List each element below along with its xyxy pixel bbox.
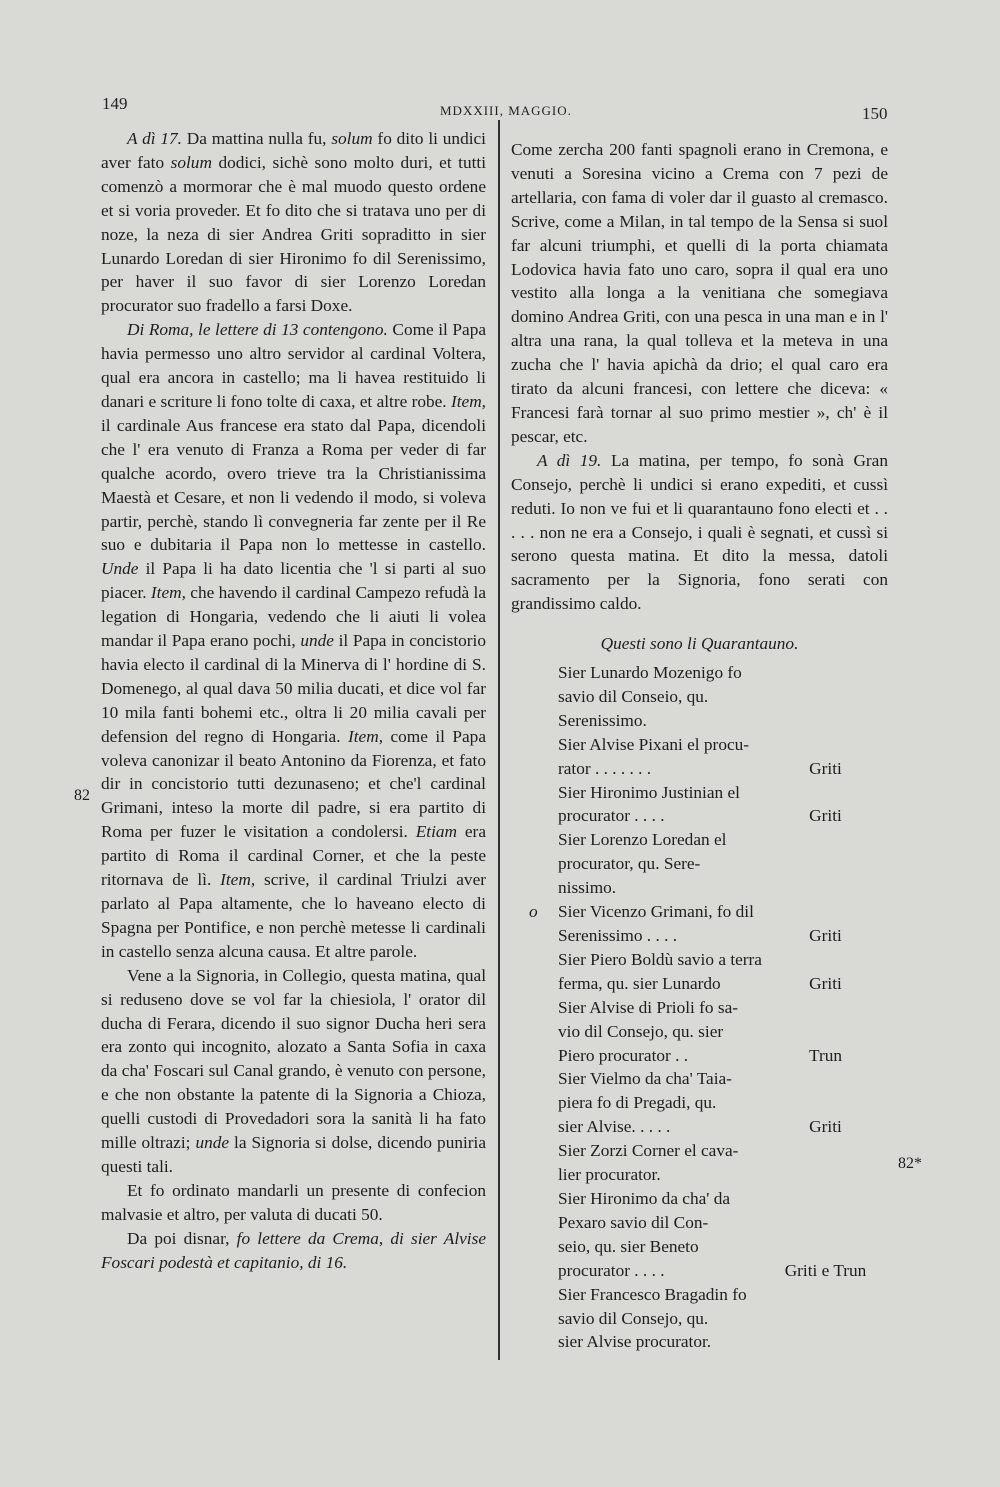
paragraph [101, 1179, 486, 1227]
member-vote: Griti [809, 758, 842, 778]
member-name: savio dil Consejo, qu. [558, 1308, 709, 1328]
italic-run: solum [170, 152, 212, 172]
member-line [558, 685, 888, 709]
member-name: Sier Vicenzo Grimani, fo dil [558, 902, 754, 922]
member-line [558, 709, 888, 733]
member-vote: Griti [809, 806, 842, 826]
member-name: lier procurator. [558, 1165, 661, 1185]
member-line [558, 852, 888, 876]
member-name: seio, qu. sier Beneto [558, 1236, 699, 1256]
member-entry [558, 1187, 888, 1283]
italic-run: Di Roma, le lettere di 13 contengono. [127, 320, 388, 340]
member-line [558, 1020, 888, 1044]
member-entry [558, 996, 888, 1068]
member-name: Serenissimo. [558, 710, 647, 730]
member-line [558, 733, 888, 757]
member-line [529, 900, 888, 924]
member-entry [529, 900, 888, 948]
italic-run: Item, [150, 583, 186, 603]
member-line [558, 757, 888, 781]
text-run: Come zercha 200 fanti spagnoli erano in Cremona, e venuti a Soresina vicino a Crema con 7 pezi de artellaria, con fama di voler dar il guasto al cremasco. Scrive, come a Milan, in tal tempo de la Sensa si suol far alcuni triumphi, et quelli di la porta chiamata Lodovica havia fato uno caro, sopra il qual era uno vestito alla longa a la venitiana che somegiava domino Andrea Griti, con una pesca in una man e in l' altra una rana, la qual tolleva et la meteva in una zucha che l' havia apichà da drio; el qual caro era tirato da alcuni francesi, con lettere che diceva: « Francesi farà tornar al suo primo mestier », ch' è il pescar, etc. [511, 140, 888, 446]
member-vote: Griti [809, 926, 842, 945]
italic-run: unde [300, 631, 334, 651]
member-vote: Griti [809, 1117, 842, 1137]
italic-run: fo lettere da Crema, di sier Alvise Foscari podestà et capitanio, di 16. [101, 1228, 486, 1272]
page-number-right: 150 [862, 104, 888, 123]
italic-run: A dì 19. [537, 450, 602, 470]
member-name: Sier Alvise Pixani el procu- [558, 734, 750, 754]
running-head: MDXXIII, MAGGIO. [440, 103, 572, 118]
text-run: Vene a la Signoria, in Collegio, questa matina, qual si reduseno dove se vol far la chiesiola, l' orator dil ducha di Ferara, dicendo il suo signor Ducha heri sera era zonto qui incognito, alozato a Santa Sofia in caxa da cha' Foscari sul Canal grando, è venuto con persone, e che non obstante la patente di la Signoria a Chioza, quelli custodi di Provedadori sora la sanità li ha fato mille oltrazi; [101, 965, 486, 1153]
paragraph [511, 449, 888, 616]
member-name: Sier Zorzi Corner el cava- [558, 1141, 739, 1161]
left-column [101, 127, 486, 1275]
page-number-left: 149 [102, 94, 128, 113]
member-line [558, 1044, 888, 1068]
italic-run: Item, [450, 391, 486, 411]
member-line [558, 1091, 888, 1115]
member-entry [558, 1139, 888, 1187]
member-entry [558, 948, 888, 996]
text-run: il Papa in concistorio havia electo il cardinal di la Minerva di l' hordine di S. Domenego, al qual dava 50 milia ducati, et dice vol far 10 mila fanti bohemi etc., oltra li 20 milia cavali per defension del regno di Hongaria. [101, 631, 486, 746]
member-entry [558, 733, 888, 781]
member-name: piera fo di Pregadi, qu. [558, 1093, 717, 1113]
member-name: Sier Piero Boldù savio a terra [558, 949, 762, 969]
member-vote: Trun [809, 1045, 842, 1065]
margin-mark: o [529, 902, 538, 922]
member-name: sier Alvise. . . . . [558, 1117, 671, 1137]
text-run: il Papa li ha dato licentia che 'l si parti al suo piacer. [101, 559, 486, 603]
member-line [558, 1139, 888, 1163]
member-name: Piero procurator . . [558, 1045, 689, 1065]
member-line [558, 828, 888, 852]
member-name: sier Alvise procurator. [558, 1332, 712, 1352]
member-name: savio dil Conseio, qu. [558, 686, 709, 706]
member-line [558, 924, 888, 948]
text-run: il cardinale Aus francese era stato dal Papa, dicendoli che l' era venuto di Franza a Roma per veder di far qualche acordo, overo trieve tra la Christianissima Maestà et Cesare, et non li vedendo il modo, si voleva partir, perchè, stando lì convegneria far zente per il Re suo e dubitaria il Papa non lo mettesse in castello. [101, 415, 486, 555]
text-run: che havendo il cardinal Campezo refudà la legation di Hongaria, vedendo che li aiuti li volea mandar il Papa erano pochi, [101, 583, 486, 651]
member-line [558, 1307, 888, 1331]
member-vote: Griti [809, 973, 842, 993]
member-line [558, 1067, 888, 1091]
member-line [558, 1235, 888, 1259]
member-name: vio dil Consejo, qu. sier [558, 1021, 724, 1041]
member-name: rator . . . . . . . [558, 758, 652, 778]
member-name: Sier Hironimo da cha' da [558, 1188, 731, 1208]
column-divider [498, 120, 500, 1360]
member-line [558, 1187, 888, 1211]
member-line [558, 804, 888, 828]
text-run: Da poi disnar, [127, 1228, 237, 1248]
member-name: procurator, qu. Sere- [558, 854, 701, 874]
member-name: procurator . . . . [558, 1260, 665, 1280]
paragraph [511, 138, 888, 449]
margin-number-left: 82 [74, 787, 90, 804]
text-run: era partito di Roma il cardinal Corner, et che la peste ritornava de lì. [101, 822, 486, 890]
member-line [558, 996, 888, 1020]
member-name: Sier Vielmo da cha' Taia- [558, 1069, 732, 1089]
member-name: Sier Alvise di Prioli fo sa- [558, 997, 739, 1017]
italic-run: solum [331, 129, 373, 148]
paragraph [101, 1227, 486, 1275]
member-name: ferma, qu. sier Lunardo [558, 973, 721, 993]
member-name: procurator . . . . [558, 806, 665, 826]
margin-number-right: 82* [898, 1155, 922, 1172]
member-name: Sier Lorenzo Loredan el [558, 830, 727, 850]
member-line [558, 1330, 888, 1354]
member-line [558, 1259, 888, 1283]
italic-run: Item, [347, 726, 384, 746]
text-run: scrive, il cardinal Triulzi aver parlato al Papa altamente, che lo haveano electo di Spagna per Pontifice, e non perchè metesse li cardinali in castello senza alcuna causa. Et altre parole. [101, 870, 487, 961]
section-heading: Questi sono li Quarantauno. [600, 634, 799, 654]
member-line [558, 781, 888, 805]
member-line [558, 948, 888, 972]
member-entry [558, 828, 888, 900]
member-name: nissimo. [558, 878, 617, 898]
member-name: Pexaro savio dil Con- [558, 1212, 709, 1232]
paragraph [101, 127, 486, 318]
member-name: Serenissimo . . . . [558, 926, 678, 945]
member-list [529, 661, 888, 1354]
member-line [558, 1283, 888, 1307]
member-line [558, 972, 888, 996]
member-entry [558, 1283, 888, 1355]
italic-run: Unde [101, 559, 139, 579]
member-entry [558, 661, 888, 733]
text-run: fo dito li undici aver fato [101, 129, 486, 172]
member-name: Sier Hironimo Justinian el [558, 782, 740, 802]
text-run: Et fo ordinato mandarli un presente di confecion malvasie et altro, per valuta di ducati 50. [101, 1180, 486, 1224]
member-name: Sier Lunardo Mozenigo fo [558, 663, 742, 683]
text-run: La matina, per tempo, fo sonà Gran Consejo, perchè li undici si erano expediti, et cussì reduti. Io non ve fui et li quarantauno fono electi et . . . . . non ne era a Consejo, i quali è segnati, et cussì si serono questa matina. Et dito la messa, datoli sacramento per la Signoria, fono serati con grandissimo caldo. [511, 450, 888, 614]
italic-run: Item, [220, 870, 256, 890]
member-line [558, 1163, 888, 1187]
member-line [558, 661, 888, 685]
member-vote: Griti e Trun [784, 1260, 867, 1280]
member-entry [558, 781, 888, 829]
italic-run: unde [195, 1133, 230, 1153]
member-name: Sier Francesco Bragadin fo [558, 1284, 747, 1304]
paragraph [101, 964, 486, 1179]
italic-run: Etiam [415, 822, 458, 842]
member-line [558, 876, 888, 900]
member-entry [558, 1067, 888, 1139]
italic-run: A dì 17. [127, 129, 182, 148]
paragraph [101, 318, 486, 963]
right-column [511, 138, 888, 1354]
text-run: come il Papa voleva canonizar il beato Antonino da Fiorenza, et fato dir in concistorio tutti dezunaseno; et che'l cardinal Grimani, inteso la morte dil padre, si era partito di Roma per fuzer le visitation a condolersi. [101, 726, 486, 842]
text-run: Da mattina nulla fu, [181, 129, 332, 148]
text-run: Come il Papa havia permesso uno altro servidor al cardinal Voltera, qual era ancora in castello; ma li havea restituido li danari e scriture li fono tolte di caxa, et altre robe. [101, 320, 487, 411]
member-line [558, 1115, 888, 1139]
member-line [558, 1211, 888, 1235]
text-run: dodici, sichè sono molto duri, et tutti comenzò a mormorar che è mal muodo questo ordene et si voria proveder. Et fo dito che si tratava uno per di noze, la neza di sier Andrea Griti sopraditto in sier Lunardo Loredan di sier Hironimo fo dil Serenissimo, per haver il suo favor di sier Lorenzo Loredan procurator suo fradello a farsi Doxe. [101, 152, 486, 316]
text-run: la Signoria si dolse, dicendo puniria questi tali. [101, 1133, 486, 1176]
